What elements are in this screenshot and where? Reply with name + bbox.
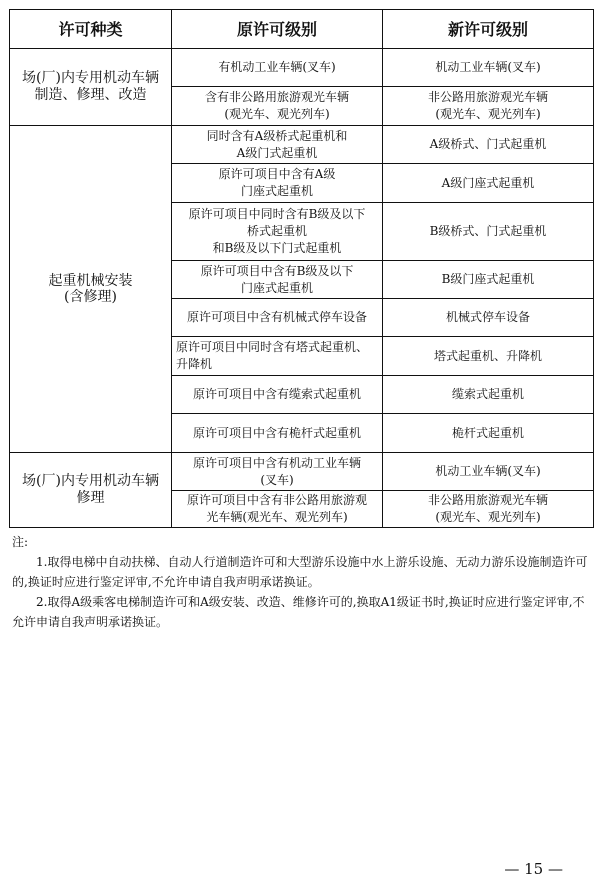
category-line: 制造、修理、改造 — [34, 87, 147, 103]
category-line: 起重机械安装 — [48, 273, 133, 289]
new-level-text: B级桥式、门式起重机 — [429, 224, 547, 238]
new-level-text: 机动工业车辆(叉车) — [435, 60, 541, 74]
old-level-text: 原许可项目中含有非公路用旅游观 — [186, 493, 367, 507]
old-level-cell — [172, 491, 383, 528]
old-level-text: (叉车) — [260, 472, 294, 487]
old-level-text: 原许可项目中同时含有B级及以下 — [188, 207, 366, 221]
license-table — [9, 9, 594, 528]
old-level-text: 原许可项目中含有缆索式起重机 — [192, 387, 361, 401]
old-level-text: (观光车、观光列车) — [224, 107, 330, 121]
new-level-cell — [383, 337, 594, 376]
table-row — [10, 453, 594, 491]
category-line: 修理 — [76, 490, 105, 506]
old-level-cell — [172, 337, 383, 376]
new-level-text: A级桥式、门式起重机 — [429, 137, 547, 151]
page-number: — 15 — — [504, 860, 563, 878]
new-level-cell — [383, 299, 594, 337]
old-level-cell — [172, 261, 383, 299]
old-level-cell — [172, 453, 383, 491]
new-level-cell — [383, 376, 594, 414]
old-level-text: 有机动工业车辆(叉车) — [218, 60, 336, 74]
old-level-text: 原许可项目中含有机械式停车设备 — [186, 310, 367, 324]
table-header-row — [10, 10, 594, 49]
new-level-text: 机械式停车设备 — [445, 310, 530, 324]
old-level-text: A级门式起重机 — [236, 145, 318, 160]
table-row — [10, 126, 594, 164]
old-level-cell — [172, 164, 383, 203]
new-level-cell — [383, 491, 594, 528]
new-level-text: A级门座式起重机 — [441, 175, 535, 190]
new-level-text: (观光车、观光列车) — [435, 510, 541, 524]
new-level-text: 机动工业车辆(叉车) — [435, 464, 541, 478]
old-level-text: 和B级及以下门式起重机 — [212, 241, 342, 255]
new-level-text: 非公路用旅游观光车辆 — [427, 493, 548, 507]
notes-section — [12, 532, 592, 632]
category-line: 场(厂)内专用机动车辆 — [22, 473, 159, 489]
old-level-text: 含有非公路用旅游观光车辆 — [204, 90, 349, 104]
old-level-text: 同时含有A级桥式起重机和 — [206, 128, 348, 143]
new-level-cell — [383, 164, 594, 203]
old-level-cell — [172, 299, 383, 337]
old-level-text: 原许可项目中同时含有塔式起重机、 — [176, 340, 369, 354]
new-level-text: 桅杆式起重机 — [451, 425, 524, 440]
old-level-text: 升降机 — [176, 357, 213, 371]
old-level-text: 门座式起重机 — [240, 184, 313, 198]
new-level-text: 非公路用旅游观光车辆 — [427, 90, 548, 104]
old-level-cell — [172, 126, 383, 164]
new-level-cell — [383, 126, 594, 164]
notes-title: 注: — [12, 535, 29, 549]
header-new-level: 新许可级别 — [383, 10, 594, 49]
old-level-cell — [172, 414, 383, 453]
old-level-cell — [172, 49, 383, 87]
new-level-cell — [383, 453, 594, 491]
new-level-text: B级门座式起重机 — [441, 272, 535, 286]
header-old-level: 原许可级别 — [172, 10, 383, 49]
old-level-cell — [172, 87, 383, 126]
category-cell — [10, 126, 172, 453]
old-level-text: 桥式起重机 — [246, 224, 307, 238]
old-level-text: 原许可项目中含有机动工业车辆 — [192, 455, 361, 470]
old-level-cell — [172, 376, 383, 414]
new-level-cell — [383, 49, 594, 87]
new-level-cell — [383, 87, 594, 126]
category-cell — [10, 453, 172, 528]
new-level-cell — [383, 414, 594, 453]
old-level-text: 光车辆(观光车、观光列车) — [206, 510, 348, 524]
new-level-cell — [383, 261, 594, 299]
table-row — [10, 49, 594, 87]
old-level-text: 原许可项目中含有桅杆式起重机 — [192, 425, 361, 440]
note-item: 1.取得电梯中自动扶梯、自动人行道制造许可和大型游乐设施中水上游乐设施、无动力游乐设施制造许可的,换证时应进行鉴定评审,不允许申请自我声明承诺换证。 — [12, 555, 588, 589]
old-level-text: 门座式起重机 — [240, 280, 313, 295]
old-level-text: 原许可项目中含有A级 — [218, 167, 336, 181]
new-level-text: 缆索式起重机 — [451, 387, 524, 401]
old-level-text: 原许可项目中含有B级及以下 — [200, 263, 354, 278]
new-level-text: 塔式起重机、升降机 — [433, 348, 542, 363]
category-cell — [10, 49, 172, 126]
note-item: 2.取得A级乘客电梯制造许可和A级安装、改造、维修许可的,换取A1级证书时,换证时应进行鉴定评审,不允许申请自我声明承诺换证。 — [12, 595, 585, 629]
category-line: 场(厂)内专用机动车辆 — [22, 70, 159, 86]
old-level-cell — [172, 203, 383, 261]
new-level-text: (观光车、观光列车) — [435, 107, 541, 121]
new-level-cell — [383, 203, 594, 261]
header-license-type: 许可种类 — [10, 10, 172, 49]
category-line: (含修理) — [64, 289, 117, 305]
